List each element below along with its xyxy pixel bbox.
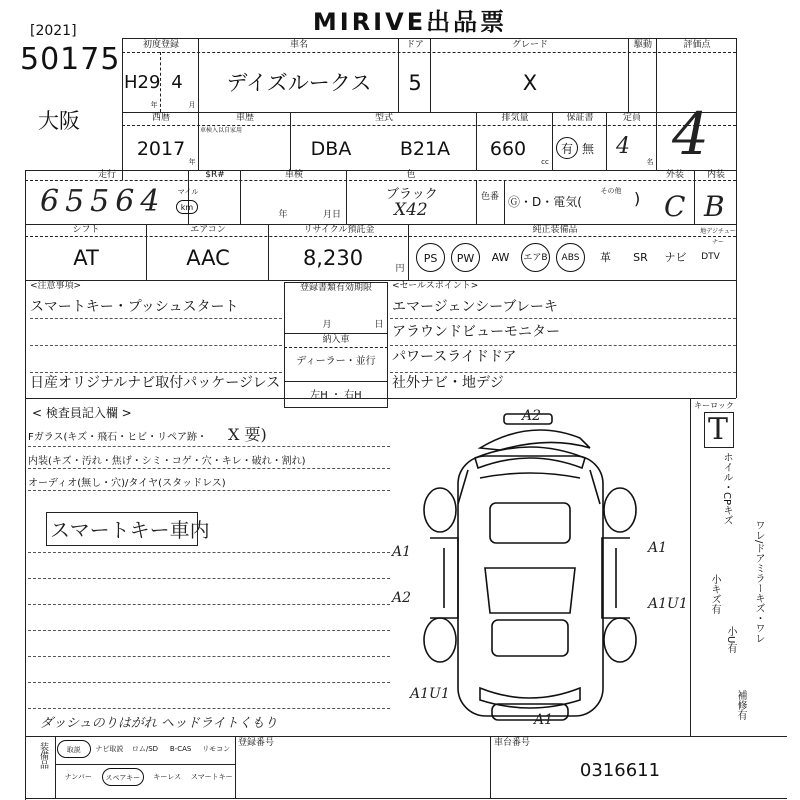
dtv-tuner-label: 地デジチューナー [700, 228, 736, 246]
exterior-grade: C [664, 190, 686, 223]
equipment-item-4: ABS [556, 243, 585, 272]
score-label: 評価点 [683, 40, 711, 50]
model-year: 2017 [136, 138, 186, 160]
first-reg-era: H29 [124, 72, 161, 93]
glass-handwritten: X 要) [228, 425, 267, 444]
recycle-label: リサイクル預託金 [303, 225, 375, 235]
doors-label: ドア [406, 40, 424, 50]
equipment-bottom-2-0: ナンバー [64, 773, 92, 781]
handle-side: 左H ・ 右H [310, 390, 362, 401]
reg-expiry-day: 日 [374, 320, 384, 330]
warranty-yes: 有 [556, 137, 578, 159]
model-code: B21A [399, 138, 451, 160]
first-reg-label: 初度登録 [142, 40, 179, 50]
year-suffix: 年 [150, 101, 158, 109]
keylock-note-3: 小キズ有 [709, 574, 720, 614]
smartkey-note: スマートキー車内 [50, 518, 210, 542]
equipment-item-3: エアB [521, 243, 550, 272]
grade-label: グレード [511, 40, 548, 50]
inspection-month-suffix: 月日 [322, 210, 341, 220]
aircon-value: AAC [186, 246, 230, 270]
month-suffix: 月 [188, 101, 196, 109]
interior-line: 内装(キズ・汚れ・焦げ・シミ・コゲ・穴・キレ・破れ・割れ) [28, 456, 306, 467]
delivery-label: 納入車 [322, 335, 350, 345]
audio-tire-line: オーディオ(無し・穴)/タイヤ(スタッドレス) [28, 478, 226, 489]
keylock-value: T [708, 412, 729, 447]
equipment-bottom-row-2 [57, 768, 235, 788]
equipment-item-2: AW [491, 251, 510, 264]
glass-line: Fガラス(キズ・飛石・ヒビ・リペア跡・ [28, 432, 207, 443]
keylock-note-5: 補修有 [735, 690, 746, 720]
capacity-unit: 名 [646, 158, 654, 166]
model-year-label: 西暦 [151, 113, 170, 123]
mark-left-rear: A2 [392, 590, 412, 606]
sales-label: <セールスポイント> [392, 281, 479, 291]
location: 大阪 [38, 109, 80, 133]
mark-top: A2 [522, 408, 542, 424]
lot-number: 50175 [20, 42, 121, 77]
paint-close: ) [634, 189, 641, 208]
chassis-number: 0316611 [579, 760, 661, 781]
keylock-note-2: ワレ/ドアミラーキズ・ワレ [753, 520, 764, 644]
equipment-bottom-2-3: スマートキー [190, 773, 233, 781]
displacement-value: 660 [489, 138, 527, 160]
registration-number-label: 登録番号 [238, 738, 275, 748]
mark-left-front: A1 [392, 544, 412, 560]
equipment-bottom-1-1: ナビ取説 [95, 745, 124, 753]
interior-label: 内装 [706, 170, 725, 180]
reg-expiry-month: 月 [322, 320, 332, 330]
color-number-label: 色番 [480, 192, 499, 202]
cc-unit: cc [541, 158, 549, 166]
shift-value: AT [73, 246, 99, 270]
model-prefix: DBA [310, 138, 352, 160]
warranty-no: 無 [582, 142, 595, 156]
equipment-bottom-2-2: キーレス [153, 773, 182, 781]
equipment-item-7: ナビ [664, 251, 687, 264]
equipment-bottom-1-3: B-CAS [169, 745, 192, 753]
chassis-label: 車台番号 [494, 738, 531, 748]
capacity-value: 4 [616, 134, 630, 159]
equipment-list [416, 243, 736, 273]
equipment-bottom-1-0: 取説 [57, 740, 91, 758]
mark-bottom: A1 [534, 712, 554, 728]
model-label: 型式 [374, 113, 393, 123]
bottom-handwriting: ダッシュのりはがれ ヘッドライトくもり [40, 716, 278, 731]
inspector-label: < 検査員記入欄 > [32, 406, 132, 420]
exterior-label: 外装 [665, 170, 684, 180]
inspection-year-suffix: 年 [278, 210, 288, 220]
equipment-item-6: SR [633, 251, 648, 264]
equipment-bottom-1-4: リモコン [202, 745, 231, 753]
form-title: MIRIVE出品票 [312, 8, 508, 36]
drive-label: 駆動 [633, 40, 652, 50]
inspection-note: 車検入以自家用 [200, 127, 243, 134]
attention-label: <注意事項> [30, 281, 82, 291]
sales-point-4: 社外ナビ・地デジ [392, 375, 504, 391]
car-name: デイズルークス [226, 71, 372, 95]
aircon-label: エアコン [190, 225, 226, 235]
first-reg-month: 4 [171, 72, 183, 93]
inspection-history-label: 車歴 [235, 113, 254, 123]
recycle-value: 8,230 [302, 246, 364, 270]
other-label: その他 [600, 187, 622, 195]
doors-value: 5 [408, 71, 422, 95]
meter-label: $R# [205, 170, 225, 180]
equipment-bottom-1-2: ロム/SD [131, 745, 159, 753]
grade-value: X [522, 71, 538, 95]
reg-expiry-label: 登録書類有効期限 [299, 283, 372, 293]
equipment-item-0: PS [416, 243, 445, 272]
color-value: ブラック [386, 187, 438, 202]
yen-unit: 円 [395, 264, 405, 274]
mileage-unit-km: km [176, 200, 198, 214]
sales-point-1: エマージェンシーブレーキ [392, 299, 558, 315]
mark-right-front: A1 [648, 540, 668, 556]
mark-right-rear: A1U1 [648, 596, 688, 612]
color-label: 色 [406, 170, 416, 180]
mileage-label: 走行 [97, 170, 116, 180]
year-tag: [2021] [30, 23, 77, 39]
equipment-item-8: DTV [701, 252, 720, 262]
sales-point-2: アラウンドビューモニター [392, 324, 560, 340]
car-name-label: 車名 [289, 40, 308, 50]
equipment-label: 純正装備品 [532, 225, 578, 235]
model-year-suffix: 年 [188, 158, 196, 166]
keylock-label: キーロック [694, 401, 734, 410]
equipment-item-1: PW [451, 243, 480, 272]
mileage-value: 65564 [40, 184, 166, 219]
keylock-note-4: 小U有 [725, 626, 736, 654]
score-value: 4 [672, 100, 709, 168]
delivery-value: ディーラー・並行 [296, 356, 376, 367]
equipment-item-5: 革 [600, 251, 611, 264]
equipment-bottom-2-1: スペアキー [102, 768, 145, 786]
displacement-label: 排気量 [501, 113, 529, 123]
color-code: X42 [394, 200, 428, 220]
shift-label: シフト [72, 225, 100, 235]
capacity-label: 定員 [622, 113, 641, 123]
sales-point-3: パワースライドドア [392, 349, 517, 365]
paint-types: Ⓖ・D・電気( [508, 195, 582, 209]
mark-bottom-left: A1U1 [410, 686, 450, 702]
attention-item-1: スマートキー・プッシュスタート [30, 299, 239, 315]
inspection-expiry-label: 車検 [284, 170, 303, 180]
equipment-bottom-row-1 [57, 740, 235, 760]
warranty-label: 保証書 [566, 113, 594, 123]
equipment-bottom-label: 装備品 [38, 742, 48, 769]
mile-label: マイル [177, 188, 199, 196]
keylock-note-1: ホイル・CPキズ [721, 452, 732, 526]
interior-grade: B [704, 190, 725, 223]
attention-item-2: 日産オリジナルナビ取付パッケージレス [30, 375, 281, 391]
